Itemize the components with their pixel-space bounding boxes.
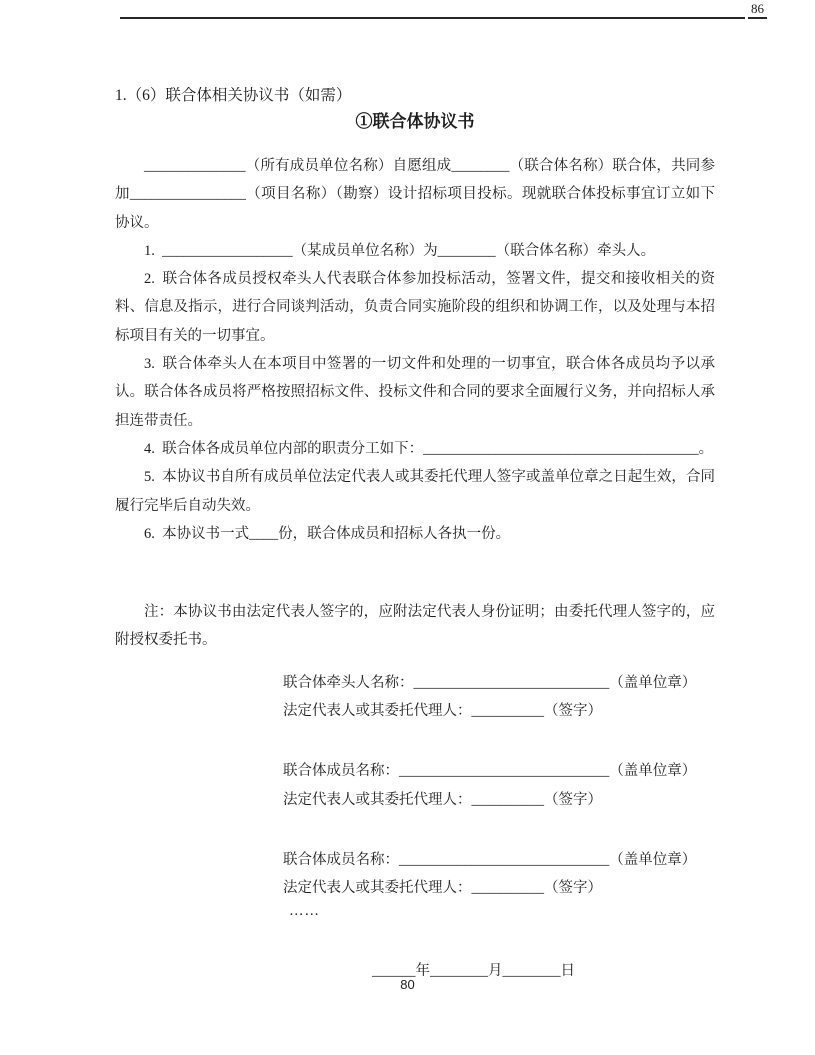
member-signature-block-2 (283, 846, 715, 925)
agreement-body (115, 152, 715, 655)
clause-6: 6. 本协议书一式____份，联合体成员和招标人各执一份。 (144, 525, 511, 542)
member-1-name-line: 联合体成员名称：_____________________________（盖单位章） (283, 763, 697, 780)
note-paragraph: 注：本协议书由法定代表人签字的，应附法定代表人身份证明；由委托代理人签字的，应附授权委托书。 (115, 604, 715, 649)
intro-paragraph: ______________（所有成员单位名称）自愿组成________（联合体名称）联合体，共同参加________________（项目名称）（勘察）设计招标项目投标。现就联合体投标事宜订立如下协议。 (115, 158, 715, 231)
member-2-name-line: 联合体成员名称：_____________________________（盖单位章） (283, 851, 697, 868)
section-heading: 1.（6）联合体相关协议书（如需） (115, 87, 352, 104)
footer-page-number: 80 (400, 977, 415, 992)
leader-representative-line: 法定代表人或其委托代理人：__________（签字） (283, 703, 602, 720)
member-1-representative-line: 法定代表人或其委托代理人：__________（签字） (283, 791, 602, 808)
clause-2: 2. 联合体各成员授权牵头人代表联合体参加投标活动，签署文件，提交和接收相关的资料、信息及指示，进行合同谈判活动，负责合同实施阶段的组织和协调工作，以及处理与本招标项目有关的一切事宜。 (115, 271, 715, 344)
ellipsis-mark: …… (289, 902, 320, 919)
member-signature-block-1 (283, 757, 715, 814)
header-rule (120, 17, 745, 19)
document-content (115, 86, 715, 985)
leader-name-line: 联合体牵头人名称：___________________________（盖单位章） (283, 674, 697, 691)
clause-4: 4. 联合体各成员单位内部的职责分工如下：______________________________________。 (144, 440, 714, 457)
header-page-number: 86 (748, 0, 767, 19)
clause-3: 3. 联合体牵头人在本项目中签署的一切文件和处理的一切事宜，联合体各成员均予以承认。联合体各成员将严格按照招标文件、投标文件和合同的要求全面履行义务，并向招标人承担连带责任。 (115, 356, 715, 429)
member-2-representative-line: 法定代表人或其委托代理人：__________（签字） (283, 880, 602, 897)
clause-5: 5. 本协议书自所有成员单位法定代表人或其委托代理人签字或盖单位章之日起生效，合同履行完毕后自动失效。 (115, 469, 715, 514)
date-line: ______年________月________日 (372, 962, 575, 979)
signature-section (283, 669, 715, 985)
clause-1: 1. __________________（某成员单位名称）为________（联合体名称）牵头人。 (144, 242, 656, 259)
document-title: ①联合体协议书 (355, 112, 475, 131)
leader-signature-block (283, 669, 715, 726)
